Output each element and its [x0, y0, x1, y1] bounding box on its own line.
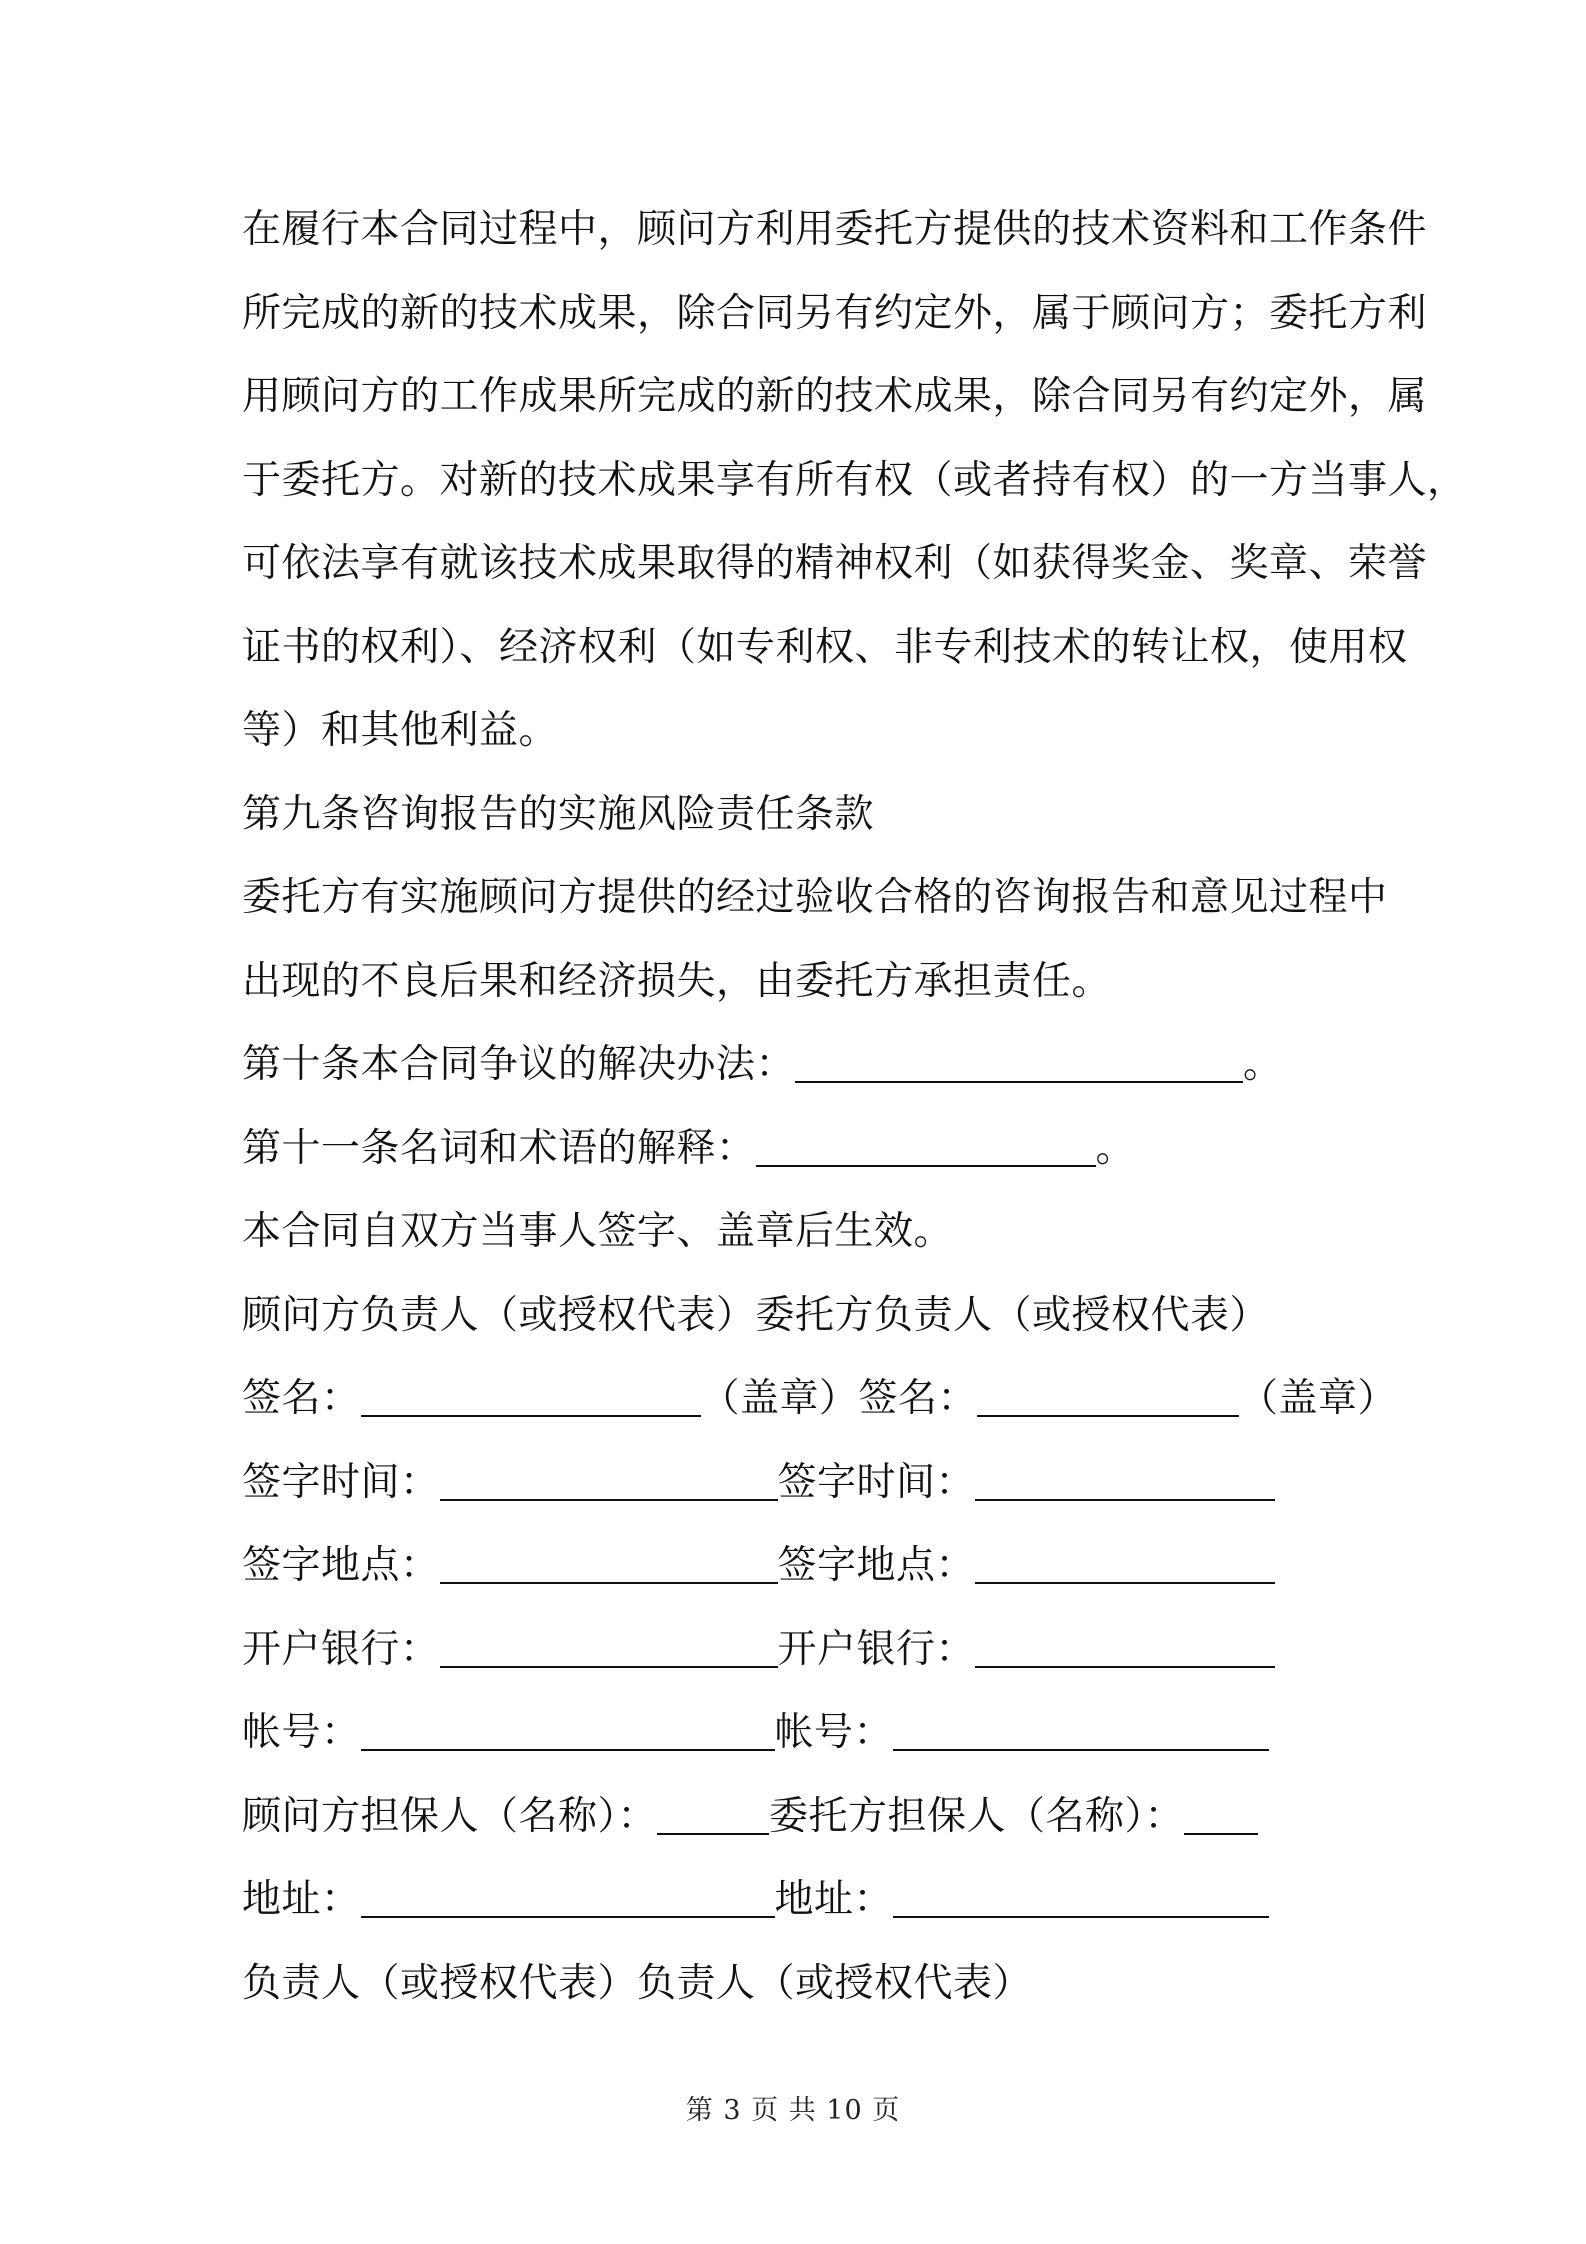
signature-row [242, 1357, 1398, 1441]
consultant-guarantor-blank[interactable] [657, 1789, 769, 1835]
seal-label: （盖章） [700, 1376, 859, 1421]
client-bank-label: 开户银行： [777, 1627, 976, 1672]
client-address-label: 地址： [774, 1877, 894, 1922]
client-guarantor-label: 委托方担保人（名称）： [769, 1794, 1185, 1839]
article-10-line [242, 1023, 1362, 1107]
paragraph-line: 用顾问方的工作成果所完成的新的技术成果，除合同另有约定外，属 [242, 374, 1428, 419]
client-bank-blank[interactable] [975, 1622, 1275, 1668]
seal-label: （盖章） [1239, 1376, 1398, 1421]
client-rep-label: 负责人（或授权代表） [637, 1961, 1033, 2006]
article-10-label: 第十条本合同争议的解决办法： [242, 1042, 796, 1087]
article-11-line [242, 1107, 1362, 1191]
client-guarantor-blank[interactable] [1184, 1789, 1258, 1835]
paragraph-line: 委托方有实施顾问方提供的经过验收合格的咨询报告和意见过程中 [242, 875, 1388, 920]
paragraph-line: 证书的权利）、经济权利（如专利权、非专利技术的转让权，使用权 [242, 625, 1408, 670]
client-date-blank[interactable] [975, 1455, 1275, 1501]
bank-row [242, 1608, 1362, 1692]
paragraph-line: 出现的不良后果和经济损失，由委托方承担责任。 [242, 959, 1112, 1004]
consultant-account-label: 帐号： [242, 1710, 361, 1755]
client-signature-blank[interactable] [977, 1371, 1239, 1417]
paragraph-line: 等）和其他利益。 [242, 708, 559, 753]
paragraph-line: 可依法享有就该技术成果取得的精神权利（如获得奖金、奖章、荣誉 [242, 541, 1428, 586]
article-9-heading: 第九条咨询报告的实施风险责任条款 [242, 792, 875, 837]
consultant-place-label: 签字地点： [242, 1543, 440, 1588]
consultant-bank-blank[interactable] [440, 1622, 778, 1668]
page-number: 第 3 页 共 10 页 [685, 2095, 901, 2126]
consultant-bank-label: 开户银行： [242, 1627, 440, 1672]
address-row [242, 1858, 1362, 1942]
parties-header: 顾问方负责人（或授权代表）委托方负责人（或授权代表） [242, 1293, 1270, 1338]
paragraph-line: 在履行本合同过程中，顾问方利用委托方提供的技术资料和工作条件 [242, 207, 1428, 252]
period: 。 [1095, 1126, 1136, 1171]
consultant-account-blank[interactable] [361, 1705, 775, 1751]
client-date-label: 签字时间： [777, 1460, 976, 1505]
consultant-address-label: 地址： [242, 1877, 361, 1922]
period: 。 [1243, 1042, 1283, 1087]
representative-row [242, 1942, 1362, 2026]
client-account-blank[interactable] [893, 1705, 1269, 1751]
client-address-blank[interactable] [893, 1872, 1269, 1918]
consultant-rep-label: 负责人（或授权代表） [242, 1961, 638, 2006]
guarantor-row [242, 1775, 1362, 1859]
client-account-label: 帐号： [774, 1710, 894, 1755]
dispute-resolution-blank[interactable] [795, 1037, 1243, 1083]
paragraph-line: 于委托方。对新的技术成果享有所有权（或者持有权）的一方当事人， [242, 458, 1467, 503]
account-row [242, 1691, 1362, 1775]
consultant-date-label: 签字时间： [242, 1460, 440, 1505]
consultant-signature-blank[interactable] [361, 1371, 701, 1417]
sign-place-row [242, 1524, 1362, 1608]
consultant-date-blank[interactable] [440, 1455, 778, 1501]
consultant-address-blank[interactable] [361, 1872, 775, 1918]
terms-definition-blank[interactable] [756, 1121, 1096, 1167]
client-place-label: 签字地点： [777, 1543, 976, 1588]
client-sign-label: 签名： [858, 1376, 978, 1421]
consultant-guarantor-label: 顾问方担保人（名称）： [242, 1794, 658, 1839]
consultant-sign-label: 签名： [242, 1376, 361, 1421]
sign-date-row [242, 1441, 1362, 1525]
consultant-place-blank[interactable] [440, 1538, 778, 1584]
paragraph-line: 所完成的新的技术成果，除合同另有约定外，属于顾问方；委托方利 [242, 291, 1428, 336]
article-11-label: 第十一条名词和术语的解释： [242, 1126, 756, 1171]
client-place-blank[interactable] [975, 1538, 1275, 1584]
effective-clause: 本合同自双方当事人签字、盖章后生效。 [242, 1209, 954, 1254]
